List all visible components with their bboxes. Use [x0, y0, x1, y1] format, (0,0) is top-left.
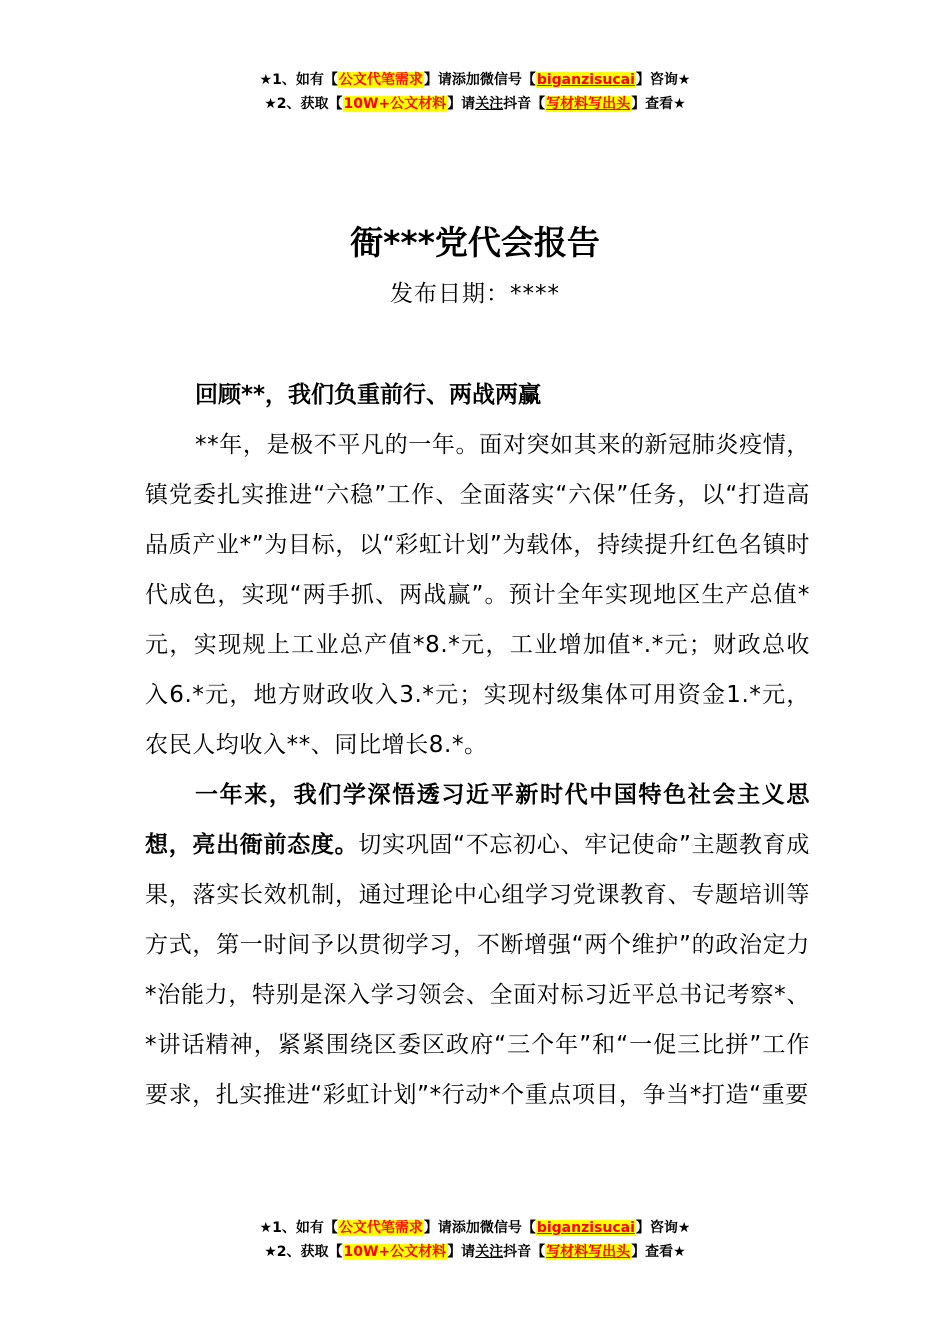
promo-banner-bottom	[0, 1216, 950, 1264]
promo-highlight-service: 公文代笔需求	[338, 72, 423, 88]
promo-banner-top	[0, 68, 950, 116]
promo-line-2	[0, 92, 950, 116]
promo-highlight-douyin: 写材料写出头	[546, 1244, 631, 1260]
promo-text: ★1、如有【	[259, 1220, 338, 1236]
promo-text: 】请	[447, 96, 476, 112]
promo-line-1	[0, 68, 950, 92]
promo-highlight-materials: 10W+公文材料	[343, 96, 447, 112]
promo-highlight-wechat-id: biganzisucai	[536, 1220, 635, 1236]
promo-line-1	[0, 1216, 950, 1240]
document-title: 衙***党代会报告	[350, 223, 600, 262]
promo-highlight-service: 公文代笔需求	[338, 1220, 423, 1236]
promo-text: 】请添加	[423, 1220, 480, 1236]
promo-text: 】请	[447, 1244, 476, 1260]
promo-text: 抖音【	[503, 96, 546, 112]
body-paragraph-2	[145, 770, 810, 1120]
promo-highlight-douyin: 写材料写出头	[546, 96, 631, 112]
promo-text: 】请添加	[423, 72, 480, 88]
section-heading: 回顾**，我们负重前行、两战两赢	[195, 382, 542, 408]
promo-highlight-materials: 10W+公文材料	[343, 1244, 447, 1260]
promo-text: 微信号【	[479, 1220, 536, 1236]
promo-text: 微信号【	[479, 72, 536, 88]
promo-text: 抖音【	[503, 1244, 546, 1260]
promo-text-underlined: 关注	[475, 1244, 504, 1260]
body-paragraph-1: **年，是极不平凡的一年。面对突如其来的新冠肺炎疫情，镇党委扎实推进“六稳”工作、全面落实“六保”任务，以“打造高品质产业*”为目标，以“彩虹计划”为载体，持续提升红色名镇时代成色，实现“两手抓、两战赢”。预计全年实现地区生产总值*元，实现规上工业总产值*8.*元，工业增加值*.*元；财政总收入6.*元，地方财政收入3.*元；实现村级集体可用资金1.*元，农民人均收入**、同比增长8.*。	[145, 432, 810, 758]
paragraph-lead-bold: 一年来，我们学深悟透习近平新时代中国特色社会主义思想，亮出衙前态度。	[145, 782, 810, 858]
promo-text: 】查看★	[631, 1244, 686, 1260]
paragraph-text: 切实巩固“不忘初心、牢记使命”主题教育成果，落实长效机制，通过理论中心组学习党课教育、专题培训等方式，第一时间予以贯彻学习，不断增强“两个维护”的政治定力*治能力，特别是深入学习领会、全面对标习近平总书记考察*、*讲话精神，紧紧围绕区委区政府“三个年”和“一促三比拼”工作要求，扎实推进“彩虹计划”*行动*个重点项目，争当*打造“重要	[145, 832, 810, 1108]
promo-text: ★2、获取【	[264, 1244, 343, 1260]
promo-text: 】咨询★	[635, 1220, 691, 1236]
promo-text: ★1、如有【	[259, 72, 338, 88]
promo-text-underlined: 关注	[475, 96, 504, 112]
promo-highlight-wechat-id: biganzisucai	[536, 72, 635, 88]
promo-text: ★2、获取【	[264, 96, 343, 112]
promo-text: 】查看★	[631, 96, 686, 112]
promo-text: 】咨询★	[635, 72, 691, 88]
document-body	[145, 370, 810, 1120]
publish-date: 发布日期：****	[390, 281, 560, 307]
promo-line-2	[0, 1240, 950, 1264]
